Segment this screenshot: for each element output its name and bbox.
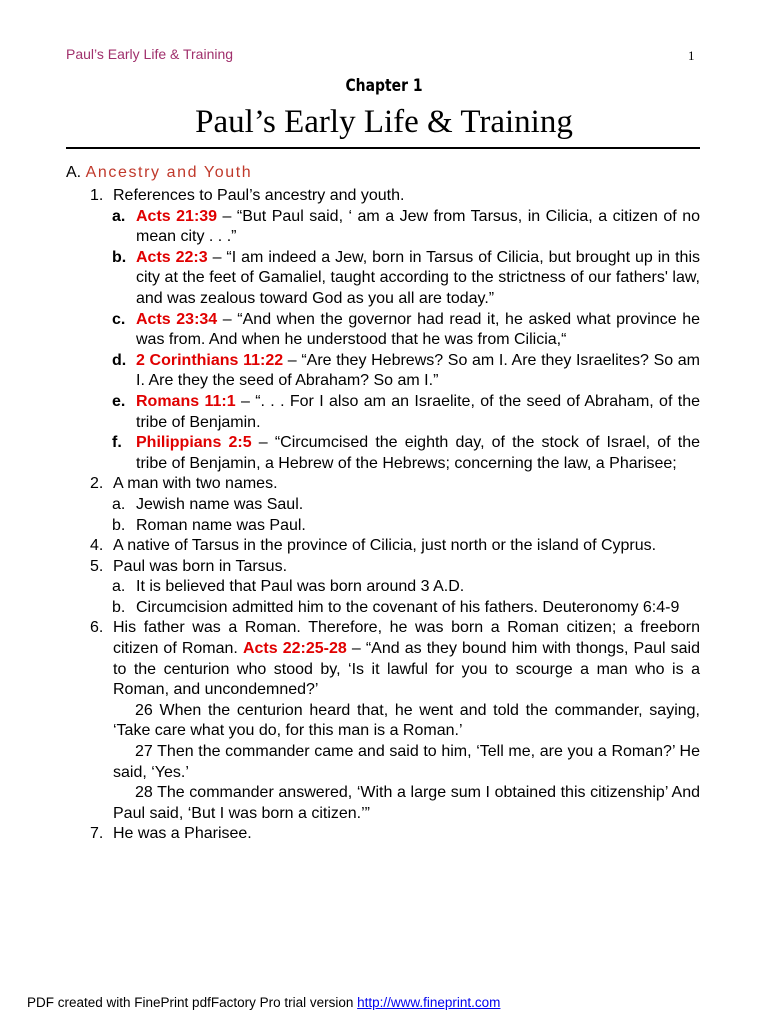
footer-text: PDF created with FinePrint pdfFactory Pro trial version [27,995,358,1010]
sub-item [66,248,700,310]
scripture-reference: Philippians 2:5 [136,434,252,452]
outline-list [66,186,700,845]
sub-item [66,351,700,392]
outline-item [66,186,700,207]
sub-letter: e. [112,392,126,410]
sub-letter: c. [112,310,126,328]
scripture-reference: Acts 22:3 [136,248,208,266]
sub-text: – “Circumcised the eighth day, of the stock of Israel, of the tribe of Benjamin, a Hebrew of the Hebrews; concerning the law, a Pharisee; [136,434,700,472]
sub-text: Roman name was Paul. [136,516,306,534]
item-text: His father was a Roman. Therefore, he was born a Roman citizen; a freeborn citizen of Roman. [113,619,700,658]
sub-text: – “I am indeed a Jew, born in Tarsus of Cilicia, but brought up in this city at the feet of Gamaliel, taught according to the strictness of our fathers' law, and was zealous toward God as you all are today.” [136,248,700,307]
sub-letter: a. [112,495,126,513]
sub-item [66,516,700,537]
outline-item [66,557,700,578]
scripture-reference: Acts 23:34 [136,310,218,328]
sub-letter: d. [112,351,127,369]
page-number: 1 [688,48,695,63]
running-header-title: Paul’s Early Life & Training [66,46,234,62]
sub-item [66,310,700,351]
item-number: 7. [90,825,104,843]
sub-item [66,207,700,248]
section-heading [66,164,252,182]
item-text: Paul was born in Tarsus. [113,557,288,575]
chapter-title: Paul’s Early Life & Training [195,104,573,140]
item-text-continued: – “And as they bound him with thongs, Paul said to the centurion who stood by, ‘Is it lawful for you to scourge a man who is a Roman, and uncondemned?’ [113,640,701,699]
chapter-label: Chapter 1 [345,76,423,96]
scripture-reference: Romans 11:1 [136,392,236,410]
item-number: 4. [90,537,104,555]
outline-item [66,824,700,845]
sub-item [66,433,700,474]
scripture-reference: 2 Corinthians 11:22 [136,351,284,369]
sub-item [66,392,700,433]
pdf-footer [27,995,500,1010]
item-text: He was a Pharisee. [113,825,252,843]
fineprint-link[interactable]: http://www.fineprint.com [357,995,501,1010]
scripture-reference: Acts 21:39 [136,207,218,225]
outline-item [66,618,700,700]
sub-text: – “. . . For I also am an Israelite, of the seed of Abraham, of the tribe of Benjamin. [136,392,700,431]
outline-item [66,536,700,557]
sub-item [66,577,700,598]
item-text: A native of Tarsus in the province of Cilicia, just north or the island of Cyprus. [113,537,657,555]
verse-paragraph: 26 When the centurion heard that, he went and told the commander, saying, ‘Take care what you do, for this man is a Roman.’ [113,701,700,740]
sub-text: – “Are they Hebrews? So am I. Are they Israelites? So am I. Are they the seed of Abraham? So am I.” [136,351,701,390]
verse-paragraph: 28 The commander answered, ‘With a large sum I obtained this citizenship’ And Paul said, ‘But I was born a citizen.’” [113,784,700,822]
sub-text: – “And when the governor had read it, he asked what province he was from. And when he understood that he was from Cilicia,“ [136,310,700,349]
section-title: Ancestry and Youth [85,164,253,181]
item-text: A man with two names. [113,475,278,493]
sub-text: It is believed that Paul was born around 3 A.D. [136,578,465,596]
item-number: 5. [90,557,104,575]
item-number: 6. [90,619,104,637]
title-divider [66,147,700,149]
sub-letter: a. [112,578,126,596]
sub-text: Jewish name was Saul. [136,495,304,513]
sub-item [66,598,700,619]
item-text: References to Paul’s ancestry and youth. [113,187,405,204]
sub-letter: b. [112,516,126,534]
sub-text: – “But Paul said, ‘ am a Jew from Tarsus, in Cilicia, a citizen of no mean city . . .” [136,207,701,246]
item-number: 2. [90,475,104,493]
outline-item [66,474,700,495]
section-prefix: A. [66,164,82,181]
sub-letter: b. [112,598,126,616]
sub-letter: f. [112,434,122,452]
sub-letter: b. [112,248,127,266]
sub-text: Circumcision admitted him to the covenant of his fathers. Deuteronomy 6:4-9 [136,598,680,616]
sub-item [66,495,700,516]
item-number: 1. [90,187,104,204]
sub-letter: a. [112,207,126,225]
verse-paragraph: 27 Then the commander came and said to him, ‘Tell me, are you a Roman?’ He said, ‘Yes.’ [113,743,700,781]
scripture-reference: Acts 22:25-28 [242,640,347,658]
